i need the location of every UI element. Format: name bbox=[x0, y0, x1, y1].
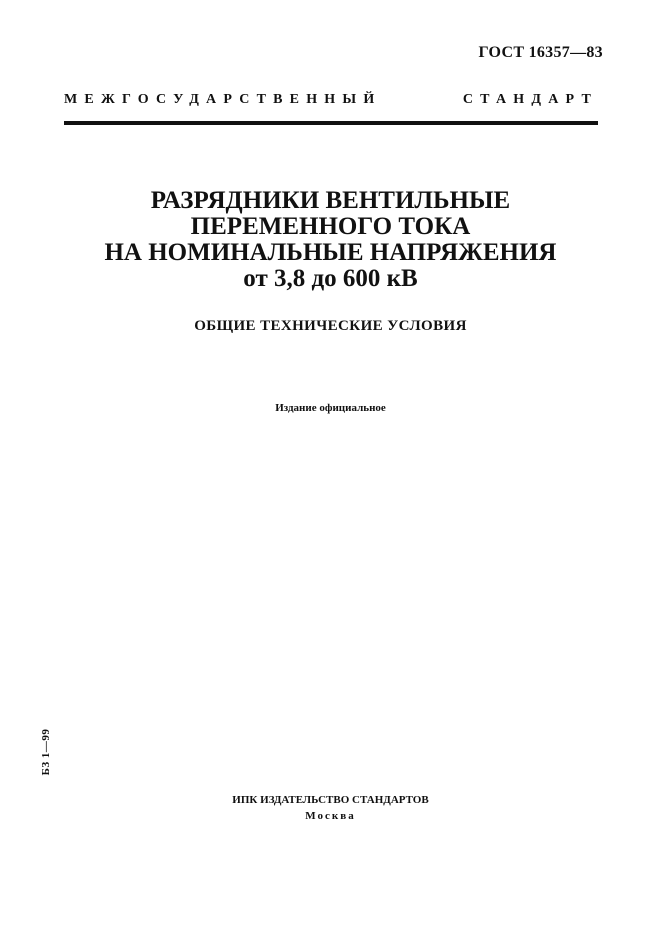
header-rule bbox=[64, 121, 598, 125]
title-line: РАЗРЯДНИКИ ВЕНТИЛЬНЫЕ bbox=[150, 187, 511, 214]
standard-type-header: МЕЖГОСУДАРСТВЕННЫЙ СТАНДАРТ bbox=[64, 92, 598, 107]
title-line: ПЕРЕМЕННОГО ТОКА bbox=[190, 213, 471, 240]
document-title bbox=[0, 188, 661, 292]
side-code: БЗ 1—99 bbox=[40, 728, 52, 776]
standard-code: ГОСТ 16357—83 bbox=[478, 44, 603, 61]
document-subtitle: ОБЩИЕ ТЕХНИЧЕСКИЕ УСЛОВИЯ bbox=[194, 318, 467, 334]
publisher-name: ИПК ИЗДАТЕЛЬСТВО СТАНДАРТОВ bbox=[232, 794, 429, 806]
title-line: от 3,8 до 600 кВ bbox=[243, 265, 418, 292]
edition-note: Издание официальное bbox=[275, 402, 386, 414]
title-line: НА НОМИНАЛЬНЫЕ НАПРЯЖЕНИЯ bbox=[104, 239, 557, 266]
publisher-city: Москва bbox=[305, 810, 356, 822]
